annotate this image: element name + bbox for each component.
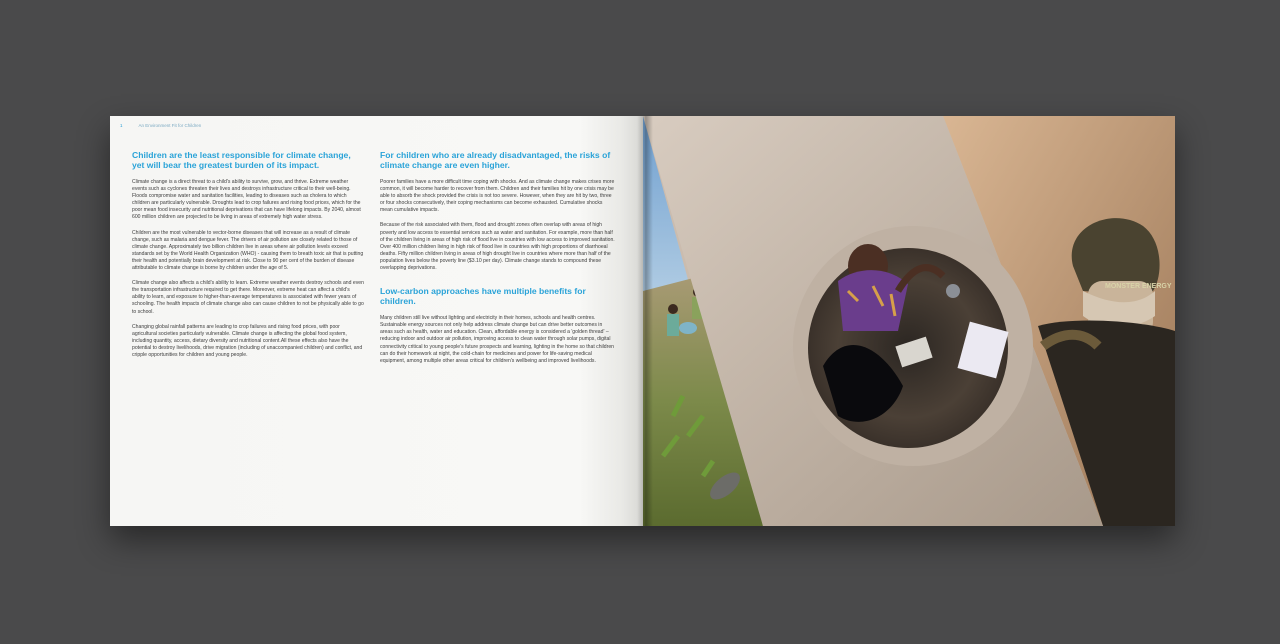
body-paragraph: Poorer families have a more difficult time coping with shocks. And as climate change makes crises more common, it will become harder to recover from them. Children and their families hit by one crisis may be able to absorb the shock provided the crisis is not too severe. However, when they are hit by two, three or four shocks consecutively, their coping mechanisms can become exhausted. Cumulative shocks mean cumulative impacts.: [380, 179, 615, 214]
body-paragraph: Changing global rainfall patterns are leading to crop failures and rising food prices, with poor agricultural societies particularly vulnerable. Climate change is affecting the global food system, including quantity, access, dietary diversity and nutritional content.All these effects also have the potential to destroy livelihoods, drive migration (including of unaccompanied children) and conflict, and cripple opportunities for children and young people.: [132, 323, 363, 358]
body-paragraph: Climate change also affects a child's ability to learn. Extreme weather events destroy schools and even the transportation infrastructure required to get there. Moreover, extreme heat can affect a child's ability to learn, and exposure to higher-than-average temperatures is associated with fewer years of schooling. The health impacts of climate change also can cause children to not be physically able to go to school.: [132, 280, 364, 315]
running-head: [120, 123, 201, 128]
body-paragraph: Children are the most vulnerable to vector-borne diseases that will increase as a result of climate change, such as malaria and dengue fever. The drivers of air pollution are closely related to those of climate change. Approximately two billion children live in areas where air pollution levels exceed standards set by the World Health Organization (WHO) - causing them to breath toxic air that is putting their health and potentially brain development at risk. Close to 90 per cent of the burden of disease attributable to climate change is borne by children under the age of 5.: [132, 229, 364, 272]
section-heading-1: Children are the least responsible for climate change, yet will bear the greatest burden of its impact.: [132, 150, 351, 170]
publication-title: An Environment Fit for Children: [138, 123, 202, 128]
brochure-spread: [110, 116, 1175, 526]
section-heading-2: For children who are already disadvantaged, the risks of climate change are even higher.: [380, 150, 611, 170]
body-paragraph: Because of the risk associated with them, flood and drought zones often overlap with areas of high poverty and low access to essential services such as water and sanitation. For example, more than half of the children living in areas of high risk of flood live in countries with low access to improved sanitation. Over 400 million children living in high risk of flood live in countries with high proportions of diarrhoeal deaths. Fifty million children living in areas of high drought live in countries where more than half of the population lives below the poverty line ($3.10 per day). Climate change stands to compound these overlapping deprivations.: [380, 222, 615, 272]
page-number: 1: [120, 123, 123, 128]
right-page-photo-collage: [643, 116, 1175, 526]
right-column: [380, 150, 616, 373]
photo-collage: [643, 116, 1175, 526]
hat-text: MONSTER ENERGY: [1105, 283, 1172, 290]
left-page: [110, 116, 643, 526]
section-heading-3: Low-carbon approaches have multiple benefits for children.: [380, 286, 586, 307]
left-column: [132, 150, 364, 367]
body-paragraph: Climate change is a direct threat to a child's ability to survive, grow, and thrive. Extreme weather events such as cyclones threaten their lives and destroys infrastructure critical to their well-being. Floods compromise water and sanitation facilities, leading to diseases such as cholera to which children are particularly vulnerable. Droughts lead to crop failures and rising food prices, which for the poor mean food insecurity and nutritional deprivations that can have lifelong impacts. By 2040, almost 600 million children are projected to be living in areas of extremely high water stress.: [132, 179, 361, 221]
body-paragraph: Many children still live without lighting and electricity in their homes, schools and health centres. Sustainable energy sources not only help address climate change but can drive better outcomes in areas such as health, water and education. Clean, affordable energy is considered a 'golden thread' – reducing indoor and outdoor air pollution, improving access to clean water through solar pumps, digital connectivity critical to young people's future prospects and learning, lighting in the home so that children can do their homework at night, the cold-chain for medicines and power for life-saving medical equipment, among multiple other areas critical for children's wellbeing and improved livelihoods.: [380, 315, 615, 364]
